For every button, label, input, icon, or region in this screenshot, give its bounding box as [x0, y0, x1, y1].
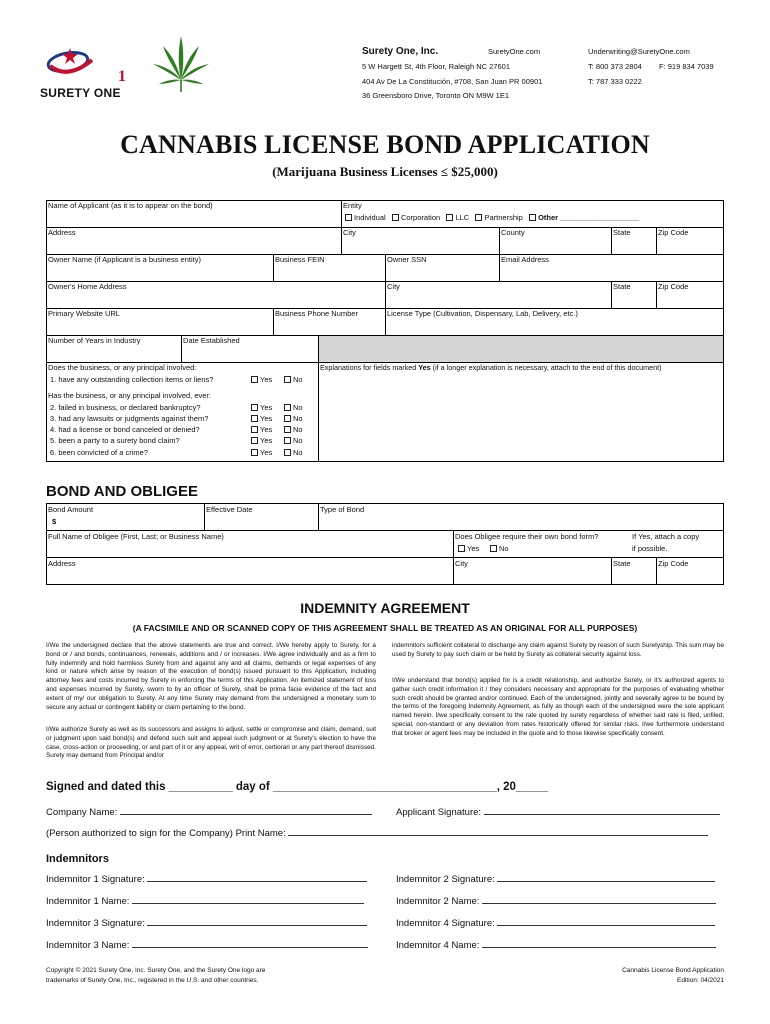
question-4: 4. had a license or bond canceled or denied?: [50, 425, 200, 434]
checkbox-icon: [529, 214, 536, 221]
obligee-address-field[interactable]: Address: [48, 559, 76, 568]
indemnitor-4-signature-line[interactable]: Indemnitor 4 Signature:: [396, 917, 715, 929]
q4-yes-checkbox[interactable]: Yes: [251, 426, 272, 434]
indemnity-subheading: (A FACSIMILE AND OR SCANNED COPY OF THIS AGREEMENT SHALL BE TREATED AS AN ORIGINAL FOR ALL PURPOSES): [132, 623, 638, 633]
questions-intro-1: Does the business, or any principal involved:: [48, 363, 197, 372]
question-5: 5. been a party to a surety bond claim?: [50, 436, 180, 445]
bond-section-heading: BOND AND OBLIGEE: [46, 483, 198, 500]
q5-yes-checkbox[interactable]: Yes: [251, 437, 272, 445]
home-city-field[interactable]: City: [387, 282, 400, 291]
checkbox-icon: [284, 437, 291, 444]
email-field[interactable]: Email Address: [501, 255, 549, 264]
q3-no-checkbox[interactable]: No: [284, 415, 303, 423]
indemnitor-2-name-line[interactable]: Indemnitor 2 Name:: [396, 895, 716, 907]
checkbox-icon: [284, 404, 291, 411]
checkbox-icon: [345, 214, 352, 221]
home-address-field[interactable]: Owner's Home Address: [48, 282, 127, 291]
entity-partnership-checkbox[interactable]: Partnership: [475, 213, 522, 222]
company-name: Surety One, Inc.: [362, 46, 439, 57]
address-raleigh: 5 W Hargett St, 4th Floor, Raleigh NC 27601: [362, 62, 510, 71]
footer-copyright-2: trademarks of Surety One, Inc., registered in the U.S. and other countries.: [46, 977, 259, 984]
q2-yes-checkbox[interactable]: Yes: [251, 404, 272, 412]
zip-field[interactable]: Zip Code: [658, 228, 689, 237]
state-field[interactable]: State: [613, 228, 631, 237]
checkbox-icon: [251, 376, 258, 383]
explanations-field[interactable]: Explanations for fields marked Yes (if a longer explanation is necessary, attach to the end of this document): [320, 363, 662, 372]
question-3: 3. had any lawsuits or judgments against them?: [50, 414, 209, 423]
entity-individual-checkbox[interactable]: Individual: [345, 213, 386, 222]
own-form-question: Does Obligee require their own bond form?: [455, 532, 599, 541]
obligee-city-field[interactable]: City: [455, 559, 468, 568]
checkbox-icon: [284, 449, 291, 456]
entity-llc-checkbox[interactable]: LLC: [446, 213, 469, 222]
company-website[interactable]: SuretyOne.com: [488, 47, 541, 56]
page-title: CANNABIS LICENSE BOND APPLICATION: [120, 130, 650, 159]
indemnity-left-p2: I/We authorize Surety as well as its successors and assigns to adjust, settle or compromise and claim, demand, suit or judgment upon said bond(s) and defend such suit and appeal such judgment or at Surety's election to have the case, cross-action or proceeding, or and part of it or any appeal, writ of error, certiorari or any part thereof dismissed. Surety may demand from Principal and/or: [46, 726, 376, 760]
footer-copyright-1: Copyright © 2021 Surety One, Inc. Surety One, and the Surety One logo are: [46, 967, 266, 974]
website-field[interactable]: Primary Website URL: [48, 309, 120, 318]
owner-name-field[interactable]: Owner Name (if Applicant is a business entity): [48, 255, 201, 264]
q1-yes-checkbox[interactable]: Yes: [251, 376, 272, 384]
business-phone-field[interactable]: Business Phone Number: [275, 309, 358, 318]
q6-no-checkbox[interactable]: No: [284, 449, 303, 457]
applicant-signature-line[interactable]: Applicant Signature:: [396, 806, 720, 818]
bond-type-field[interactable]: Type of Bond: [320, 505, 365, 514]
company-email[interactable]: Underwriting@SuretyOne.com: [588, 47, 690, 56]
question-2: 2. failed in business, or declared bankruptcy?: [50, 403, 201, 412]
checkbox-icon: [490, 545, 497, 552]
q2-no-checkbox[interactable]: No: [284, 404, 303, 412]
phone-san-juan: T: 787 333 0222: [588, 77, 642, 86]
owner-ssn-field[interactable]: Owner SSN: [387, 255, 427, 264]
date-established-field[interactable]: Date Established: [183, 336, 240, 345]
signed-dated-line[interactable]: Signed and dated this __________ day of ___________________________________, 20_____: [46, 781, 548, 793]
indemnitor-3-signature-line[interactable]: Indemnitor 3 Signature:: [46, 917, 367, 929]
obligee-zip-field[interactable]: Zip Code: [658, 559, 689, 568]
checkbox-icon: [446, 214, 453, 221]
own-form-note: If Yes, attach a copy: [632, 532, 700, 541]
footer-edition: Edition: 04/2021: [677, 977, 724, 984]
checkbox-icon: [284, 376, 291, 383]
logo-text: SURETY ONE: [40, 86, 121, 100]
indemnity-right-p2: I/We understand that bond(s) applied for is a credit relationship, and authorize Surety, or it's authorized agents to gather such credit information it / they considers necessary and appropriate for the purposes of evaluating whether such credit should be granted and/or continued. Each of the undersigned, jointly and severally agree to be bound by the terms of the foregoing Indemnity Agreement, as fully as though each of the undersigned were the sole applicant named herein. I/we specifically consent to the rate quoted by surety regardless of whether said rate is filed, unfiled, special, non-standard or any deviation from rates historically offered for similar risks. I/we furthermore understand that broker or agent fees may be included in the quote and to those likewise specifically consent.: [392, 677, 724, 737]
own-form-note-2: if possible.: [632, 544, 668, 553]
license-type-field[interactable]: License Type (Cultivation, Dispensary, Lab, Delivery, etc.): [387, 309, 578, 318]
bond-amount-field[interactable]: Bond Amount: [48, 505, 94, 514]
indemnitor-1-signature-line[interactable]: Indemnitor 1 Signature:: [46, 873, 367, 885]
obligee-state-field[interactable]: State: [613, 559, 631, 568]
checkbox-icon: [251, 449, 258, 456]
applicant-name-field[interactable]: Name of Applicant (as it is to appear on the bond): [48, 201, 213, 210]
q5-no-checkbox[interactable]: No: [284, 437, 303, 445]
effective-date-field[interactable]: Effective Date: [206, 505, 253, 514]
checkbox-icon: [392, 214, 399, 221]
checkbox-icon: [251, 404, 258, 411]
cannabis-leaf-icon: [150, 34, 212, 94]
indemnitors-heading: Indemnitors: [46, 853, 109, 865]
logo-mark: 1: [118, 68, 126, 85]
checkbox-icon: [251, 426, 258, 433]
q6-yes-checkbox[interactable]: Yes: [251, 449, 272, 457]
years-in-industry-field[interactable]: Number of Years in Industry: [48, 336, 141, 345]
questions-intro-2: Has the business, or any principal involved, ever:: [48, 391, 212, 400]
obligee-name-field[interactable]: Full Name of Obligee (First, Last; or Business Name): [48, 532, 224, 541]
home-zip-field[interactable]: Zip Code: [658, 282, 689, 291]
q3-yes-checkbox[interactable]: Yes: [251, 415, 272, 423]
indemnitor-1-name-line[interactable]: Indemnitor 1 Name:: [46, 895, 364, 907]
dollar-sign: $: [52, 517, 57, 526]
print-name-line[interactable]: (Person authorized to sign for the Company) Print Name:: [46, 827, 708, 839]
entity-label: Entity: [343, 201, 362, 210]
indemnitor-3-name-line[interactable]: Indemnitor 3 Name:: [46, 939, 368, 951]
indemnity-left-p1: I/We the undersigned declare that the above statements are true and correct. I/We hereby apply to Surety, for a bond or / and bonds, continuances, renewals, additions and / or increases. I/We agree individually and as a firm to fully indemnify and hold harmless Surety from and against any and all claims, demands or legal expenses of any kind or nature which arise by reason of the execution of bond(s) issued pursuant to this Application, including attorney fees and costs incurred by Surety in enforcing the terms of this Application. An itemized statement of loss and expenses incurred by Surety, sworn to by an officer of Surety, shall be prima facie evidence of the fact and extent of my/ our obligation to Surety. At any time Surety may demand from the undersigned a monetary sum to secure any actual or contingent liability or claim pertaining to the bond.: [46, 642, 376, 711]
q1-no-checkbox[interactable]: No: [284, 376, 303, 384]
entity-options: [345, 214, 639, 222]
checkbox-icon: [458, 545, 465, 552]
own-form-yes-checkbox[interactable]: Yes: [458, 545, 479, 553]
indemnitor-2-signature-line[interactable]: Indemnitor 2 Signature:: [396, 873, 715, 885]
checkbox-icon: [475, 214, 482, 221]
fax-raleigh: F: 919 834 7039: [659, 62, 714, 71]
checkbox-icon: [284, 415, 291, 422]
address-toronto: 36 Greensboro Drive, Toronto ON M9W 1E1: [362, 91, 510, 100]
company-name-line[interactable]: Company Name:: [46, 806, 372, 818]
page-subtitle: (Marijuana Business Licenses ≤ $25,000): [272, 164, 498, 179]
indemnity-heading: INDEMNITY AGREEMENT: [300, 600, 470, 616]
home-state-field[interactable]: State: [613, 282, 631, 291]
indemnitor-4-name-line[interactable]: Indemnitor 4 Name:: [396, 939, 716, 951]
county-field[interactable]: County: [501, 228, 525, 237]
checkbox-icon: [284, 426, 291, 433]
city-field[interactable]: City: [343, 228, 356, 237]
question-6: 6. been convicted of a crime?: [50, 448, 148, 457]
entity-other-checkbox[interactable]: Other ___________________: [529, 213, 639, 222]
address-san-juan: 404 Av De La Constitución, #708, San Juan PR 00901: [362, 77, 543, 86]
surety-one-logo: [40, 40, 130, 102]
own-form-no-checkbox[interactable]: No: [490, 545, 509, 553]
question-1: 1. have any outstanding collection items or liens?: [50, 375, 214, 384]
indemnity-right-p1: indemnitors sufficient collateral to discharge any claim against Surety by reason of such Suretyship. This sum may be used by Surety to pay such claim or be held by Surety as collateral security against loss.: [392, 642, 724, 658]
checkbox-icon: [251, 437, 258, 444]
shaded-area: [318, 336, 723, 362]
q4-no-checkbox[interactable]: No: [284, 426, 303, 434]
checkbox-icon: [251, 415, 258, 422]
entity-corporation-checkbox[interactable]: Corporation: [392, 213, 440, 222]
address-field[interactable]: Address: [48, 228, 76, 237]
phone-raleigh: T: 800 373 2804: [588, 62, 642, 71]
footer-doc-name: Cannabis License Bond Application: [622, 967, 724, 974]
business-fein-field[interactable]: Business FEIN: [275, 255, 325, 264]
